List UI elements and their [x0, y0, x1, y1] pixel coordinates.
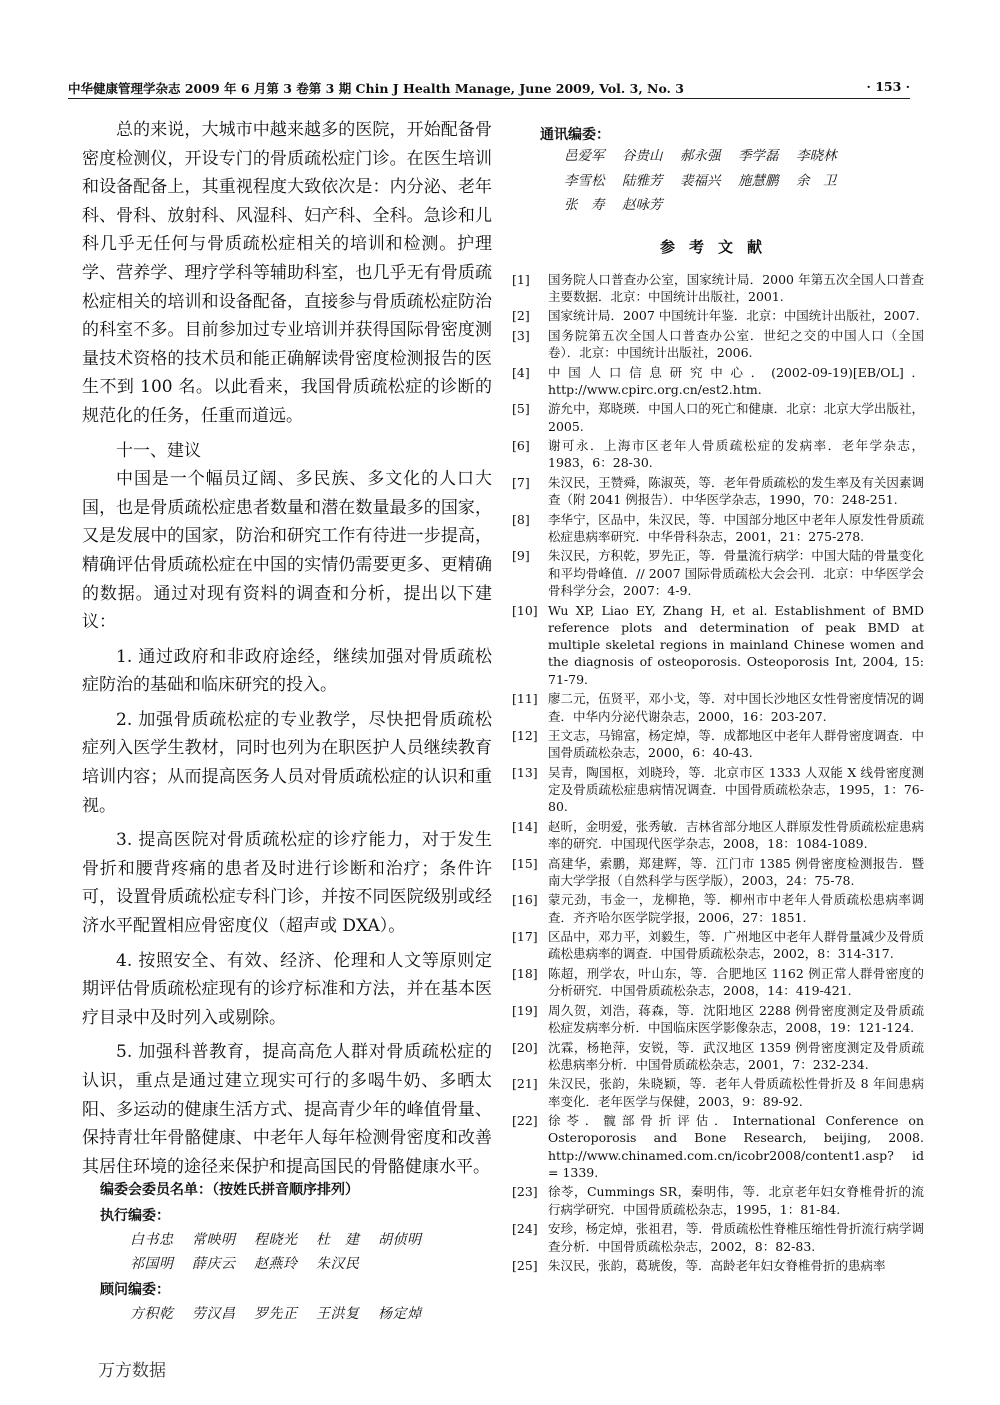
reference-text: 徐苓．髋部骨折评估．International Conference on Osteroporosis and Bone Research, beijing, 2008. http://www.chinamed.com.cn/icobr2008/content1.asp? id = 1339.	[548, 1113, 924, 1180]
correspondent-names-row	[512, 193, 924, 218]
reference-number: [4]	[512, 364, 530, 380]
reference-text: 国务院人口普查办公室，国家统计局．2000 年第五次全国人口普查主要数据．北京：中国统计出版社，2001.	[548, 271, 924, 304]
exec-names-row	[100, 1228, 480, 1252]
reference-item	[512, 437, 924, 472]
member-name: 胡侦明	[378, 1232, 422, 1248]
reference-number: [6]	[512, 438, 530, 454]
member-name: 施慧鹏	[738, 172, 779, 189]
reference-item	[512, 1002, 924, 1037]
reference-text: 高建华，索鹏，郑建辉，等．江门市 1385 例骨密度检测报告．暨南大学学报（自然科学与医学版），2003，24：75-78.	[548, 855, 924, 888]
reference-number: [23]	[512, 1184, 538, 1200]
reference-item	[512, 1039, 924, 1074]
reference-number: [7]	[512, 474, 530, 490]
member-name: 李雪松	[564, 172, 605, 189]
reference-number: [25]	[512, 1258, 538, 1274]
reference-number: [8]	[512, 511, 530, 527]
reference-text: 李华宁，区品中，朱汉民，等．中国部分地区中老年人原发性骨质疏松症患病率研究．中华骨科杂志，2001，21：275-278.	[548, 511, 924, 544]
reference-text: 王文志，马锦富，杨定焯，等．成都地区中老年人群骨密度调查．中国骨质疏松杂志，2000，6：40-43.	[548, 727, 924, 761]
reference-text: 安珍，杨定焯，张祖君，等．骨质疏松性脊椎压缩性骨折流行病学调查分析．中国骨质疏松杂志，2002，8：82-83.	[548, 1221, 924, 1254]
reference-number: [3]	[512, 327, 530, 343]
suggestion-item: 4. 按照安全、有效、经济、伦理和人文等原则定期评估骨质疏松症现有的诊疗标准和方法，并在基本医疗目录中及时列入或剔除。	[82, 950, 492, 1028]
reference-text: 朱汉民，张韵，朱晓颖，等．老年人骨质疏松性骨折及 8 年间患病率变化．老年医学与保健，2003，9：89-92.	[548, 1076, 924, 1109]
member-name: 陆雅芳	[622, 172, 663, 189]
reference-text: 徐苓，Cummings SR，秦明伟，等．北京老年妇女脊椎骨折的流行病学研究．中国骨质疏松杂志，1995，1：81-84.	[548, 1184, 924, 1217]
reference-number: [22]	[512, 1113, 538, 1129]
reference-text: 沈霖，杨艳萍，安锐，等．武汉地区 1359 例骨密度测定及骨质疏松患病率分析．中国骨质疏松杂志，2001，7：232-234.	[548, 1039, 924, 1072]
member-name: 祁国明	[130, 1256, 174, 1272]
exec-label: 执行编委：	[100, 1208, 170, 1224]
reference-text: 国家统计局．2007 中国统计年鉴．北京：中国统计出版社，2007.	[548, 308, 920, 324]
member-name: 余 卫	[796, 172, 837, 189]
reference-item	[512, 547, 924, 599]
paragraph-summary: 总的来说，大城市中越来越多的医院，开始配备骨密度检测仪，开设专门的骨质疏松症门诊。在医生培训和设备配备上，其重视程度大致依次是：内分泌、老年科、骨科、放射科、风湿科、妇产科、全科。急诊和儿科几乎无任何与骨质疏松症相关的培训和检测。护理学、营养学、理疗学科等辅助科室，也几乎无有骨质疏松症相关的培训和设备配备，直接参与骨质疏松症防治的科室不多。目前参加过专业培训并获得国际骨密度测量技术资格的技术员和能正确解读骨密度检测报告的医生不到 100 名。以此看来，我国骨质疏松症的诊断的规范化的任务，任重而道远。	[82, 120, 492, 426]
member-name: 王洪复	[316, 1306, 360, 1322]
advisor-names-row	[100, 1302, 480, 1326]
reference-number: [13]	[512, 764, 538, 780]
member-name: 谷贵山	[622, 148, 663, 164]
right-column	[512, 124, 924, 1277]
reference-item	[512, 364, 924, 399]
reference-text: 中国人口信息研究中心．(2002-09-19)[EB/OL]．http://www.cpirc.org.cn/est2.htm.	[548, 364, 924, 397]
reference-number: [21]	[512, 1076, 538, 1092]
running-header	[68, 76, 910, 99]
reference-text: 赵昕，金明爱，张秀敏．吉林省部分地区人群原发性骨质疏松症患病率的研究．中国现代医学杂志，2008，18：1084-1089.	[548, 818, 924, 852]
member-name: 白书忠	[130, 1232, 174, 1248]
reference-number: [14]	[512, 818, 538, 834]
reference-text: 朱汉民，王赞舜，陈淑英，等．老年骨质疏松的发生率及有关因素调查（附 2041 例报告）．中华医学杂志，1990，70：248-251.	[548, 474, 924, 508]
reference-number: [18]	[512, 965, 538, 981]
page-number: · 153 ·	[866, 79, 910, 94]
reference-item	[512, 1112, 924, 1181]
suggestion-item: 3. 提高医院对骨质疏松症的诊疗能力，对于发生骨折和腰背疼痛的患者及时进行诊断和治疗；条件许可，设置骨质疏松症专科门诊，并按不同医院级别或经济水平配置相应骨密度仪（超声或 DXA）。	[82, 830, 492, 937]
references-list	[512, 271, 924, 1275]
advisor-label: 顾问编委：	[100, 1282, 170, 1298]
paragraph-intro: 中国是一个幅员辽阔、多民族、多文化的人口大国，也是骨质疏松症患者数量和潜在数量最多的国家，又是发展中的国家，防治和研究工作有待进一步提高，精确评估骨质疏松症在中国的实情仍需要更多、更精确的数据。通过对现有资料的调查和分析，提出以下建议：	[82, 469, 492, 633]
reference-item	[512, 690, 924, 725]
correspondent-names-row	[512, 144, 924, 169]
member-name: 常映明	[192, 1232, 236, 1248]
reference-text: 周久贺，刘浩，蒋森，等．沈阳地区 2288 例骨密度测定及骨质疏松症发病率分析．中国临床医学影像杂志，2008，19：121-124.	[548, 1002, 924, 1036]
member-name: 邑爱军	[564, 148, 605, 164]
reference-text: 谢可永．上海市区老年人骨质疏松症的发病率．老年学杂志，1983，6：28-30.	[548, 438, 924, 471]
reference-number: [9]	[512, 548, 530, 564]
reference-item	[512, 602, 924, 688]
reference-text: 游允中，郑晓瑛．中国人口的死亡和健康．北京：北京大学出版社，2005.	[548, 401, 924, 434]
member-name: 杨定焯	[378, 1306, 422, 1322]
reference-item	[512, 327, 924, 362]
member-name: 赵咏芳	[622, 197, 663, 213]
references-title: 参考文献	[659, 237, 776, 256]
reference-text: 国务院第五次全国人口普查办公室．世纪之交的中国人口（全国卷）．北京：中国统计出版社，2006.	[548, 327, 924, 361]
member-name: 赵燕玲	[254, 1256, 298, 1272]
reference-text: 陈超，刑学农，叶山东，等．合肥地区 1162 例正常人群骨密度的分析研究．中国骨质疏松杂志，2008，14：419-421.	[548, 965, 924, 999]
correspondent-label: 通讯编委：	[540, 127, 610, 143]
journal-citation: 中华健康管理学杂志 2009 年 6 月第 3 卷第 3 期 Chin J Health Manage, June 2009, Vol. 3, No. 3	[68, 81, 684, 96]
reference-text: 吴青，陶国枢，刘晓玲，等．北京市区 1333 人双能 X 线骨密度测定及骨质疏松症患病情况调查．中国骨质疏松杂志，1995，1：76-80.	[548, 764, 924, 815]
suggestion-item: 1. 通过政府和非政府途经，继续加强对骨质疏松症防治的基础和临床研究的投入。	[82, 646, 492, 696]
suggestion-item: 5. 加强科普教育，提高高危人群对骨质疏松症的认识，重点是通过建立现实可行的多喝牛奶、多晒太阳、多运动的健康生活方式、提高青少年的峰值骨量、保持青壮年骨骼健康、中老年人每年检测骨密度和改善其居住环境的途径来保护和提高国民的骨骼健康水平。	[82, 1042, 492, 1177]
member-name: 张 寿	[564, 197, 605, 213]
editorial-board	[100, 1178, 480, 1326]
member-name: 朱汉民	[316, 1256, 360, 1272]
member-name: 季学磊	[738, 148, 779, 164]
reference-item	[512, 271, 924, 306]
reference-text: 廖二元，伍贤平，邓小戈，等．对中国长沙地区女性骨密度情况的调查．中华内分泌代谢杂志，2000，16：203-207.	[548, 691, 924, 724]
reference-item	[512, 1257, 924, 1274]
member-name: 薛庆云	[192, 1256, 236, 1272]
member-name: 郝永强	[680, 148, 721, 164]
member-name: 裴福兴	[680, 172, 721, 189]
member-name: 李晓林	[796, 148, 837, 164]
wanfang-watermark: 万方数据	[98, 1361, 166, 1381]
reference-item	[512, 928, 924, 963]
reference-number: [20]	[512, 1039, 538, 1055]
reference-item	[512, 818, 924, 853]
reference-number: [10]	[512, 602, 538, 618]
reference-item	[512, 400, 924, 435]
reference-text: 蒙元劲，韦金一，龙柳艳，等．柳州市中老年人骨质疏松患病率调查．齐齐哈尔医学院学报，2006，27：1851.	[548, 892, 924, 925]
reference-number: [15]	[512, 855, 538, 871]
reference-item	[512, 727, 924, 762]
reference-number: [1]	[512, 271, 530, 287]
reference-item	[512, 891, 924, 926]
reference-item	[512, 511, 924, 546]
reference-item	[512, 965, 924, 1000]
section-heading: 十一、建议	[116, 440, 201, 461]
exec-names-row	[100, 1252, 480, 1276]
board-title: 编委会委员名单：（按姓氏拼音顺序排列）	[100, 1182, 359, 1198]
left-column	[82, 116, 492, 1181]
reference-number: [2]	[512, 308, 530, 324]
reference-item	[512, 1220, 924, 1255]
suggestion-item: 2. 加强骨质疏松症的专业教学，尽快把骨质疏松症列入医学生教材，同时也列为在职医护人员继续教育培训内容；从而提高医务人员对骨质疏松症的认识和重视。	[82, 709, 492, 816]
reference-number: [16]	[512, 892, 538, 908]
reference-item	[512, 1183, 924, 1218]
reference-item	[512, 474, 924, 509]
reference-item	[512, 855, 924, 890]
correspondent-names-row	[512, 169, 924, 194]
reference-number: [5]	[512, 401, 530, 417]
member-name: 罗先正	[254, 1306, 298, 1322]
reference-item	[512, 1075, 924, 1110]
reference-number: [11]	[512, 691, 538, 707]
member-name: 劳汉昌	[192, 1306, 236, 1322]
reference-number: [19]	[512, 1002, 538, 1018]
reference-text: 朱汉民，张韵，葛琥俊，等．高龄老年妇女脊椎骨折的患病率	[548, 1258, 886, 1274]
reference-text: Wu XP, Liao EY, Zhang H, et al. Establishment of BMD reference plots and determination of peak BMD at multiple skeletal regions in mainland Chinese women and the diagnosis of osteoporosis. Osteoporosis Int, 2004, 15: 71-79.	[548, 602, 924, 687]
reference-text: 区品中，邓力平，刘毅生，等．广州地区中老年人群骨量减少及骨质疏松患病率的调查．中国骨质疏松杂志，2002，8：314-317.	[548, 929, 924, 962]
reference-item	[512, 307, 924, 324]
reference-number: [24]	[512, 1221, 538, 1237]
reference-text: 朱汉民，方积乾，罗先正，等．骨量流行病学：中国大陆的骨量变化和平均骨峰值．// 2007 国际骨质疏松大会会刊．北京：中华医学会骨科学分会，2007：4-9.	[548, 548, 924, 599]
member-name: 杜 建	[316, 1232, 360, 1248]
reference-number: [12]	[512, 727, 538, 743]
member-name: 程晓光	[254, 1232, 298, 1248]
reference-number: [17]	[512, 929, 538, 945]
reference-item	[512, 764, 924, 816]
member-name: 方积乾	[130, 1306, 174, 1322]
